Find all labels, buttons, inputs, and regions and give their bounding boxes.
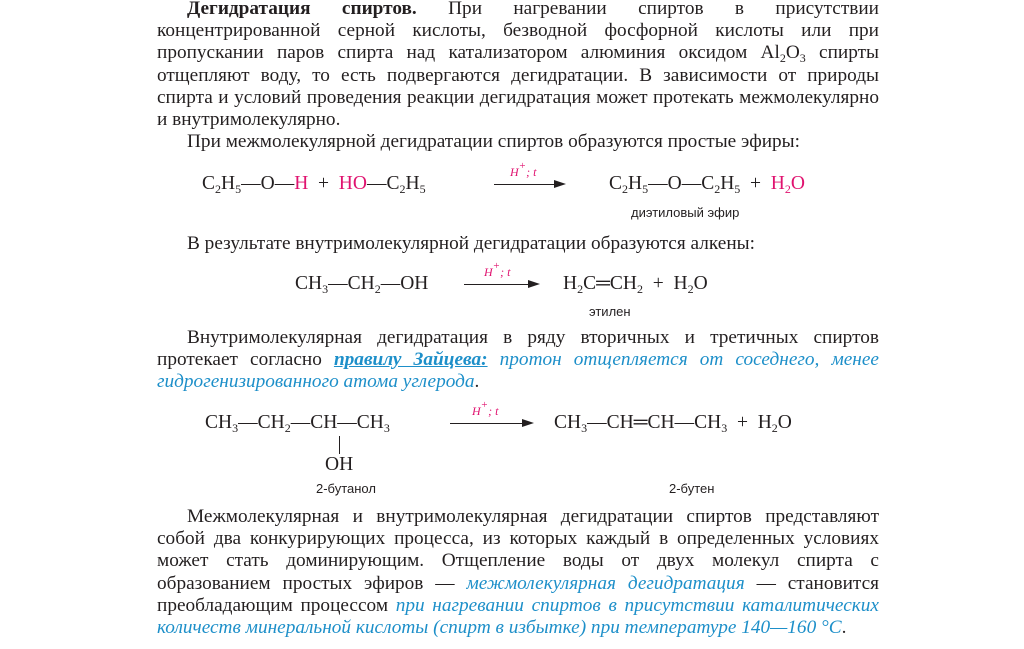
oh-bond-line bbox=[339, 436, 340, 454]
equation-ether-formation: $C_2H_5—O—H$ + $HO—C_2H_5$ bbox=[202, 173, 426, 196]
caption-diethyl-ether: диэтиловый эфир bbox=[631, 205, 740, 220]
section-title: Дегидратация спиртов. bbox=[187, 0, 417, 19]
caption-2-butanol: 2-бутанол bbox=[316, 481, 376, 496]
equation-ethylene-product: $H_2C═CH_2 + H_2O$ bbox=[563, 273, 708, 296]
equation-butene-product: $CH_3—CH═CH—CH_3 + H_2O$ bbox=[554, 412, 792, 435]
paragraph-competing-processes: Межмолекулярная и внутримолекулярная дегидратации спиртов представляют собой два конкурирующих процесса, из которых каждый в определенных условиях может стать доминирующим. Отщепление воды от двух молекул спирта с образованием простых эфиров — межмолекулярная дегидратация — становится преобладающим процессом при нагревании спиртов в присутствии каталитических количеств минеральной кислоты (спирт в избытке) при температуре 140—160 °С. bbox=[157, 506, 879, 639]
paragraph-intramolecular: В результате внутримолекулярной дегидратации образуются алкены: bbox=[187, 233, 755, 254]
caption-ethylene: этилен bbox=[589, 304, 631, 319]
paragraph-zaitsev-rule: Внутримолекулярная дегидратация в ряду вторичных и третичных спиртов протекает согласно правилу Зайцева: протон отщепляется от соседнего, менее гидрогенизированного атома углерода. bbox=[157, 327, 879, 393]
equation-butanol-reactant: $CH_3—CH_2—CH—CH_3$ bbox=[205, 412, 390, 435]
paragraph-intermolecular: При межмолекулярной дегидратации спиртов образуются простые эфиры: bbox=[187, 131, 800, 152]
equation-ethylene-reactant: $CH_3—CH_2—OH$ bbox=[295, 273, 429, 296]
equation-ether-product: $C_2H_5—O—C_2H_5 + H_2O$ bbox=[609, 173, 805, 196]
caption-2-butene: 2-бутен bbox=[669, 481, 715, 496]
textbook-page: Дегидратация спиртов. При нагревании спиртов в присутствии концентрированной серной кислоты, безводной фосфорной кислоты или при пропускании паров спирта над катализатором алюминия оксидом $Al_2O_3$ спирты отщепляют воду, то есть подвергаются дегидратации. В зависимости от природы спирта и условий проведения реакции дегидратация может протекать межмолекулярно и внутримолекулярно. При межмолекулярной дегидратации спиртов образуются простые эфиры: $C_2H_5—O—H$ + $HO—C_2H_5$ H+; t $C_2H_5—O—C_2H_5 + H_2O$ диэтиловый эфир В результате внутримолекулярной дегидратации образуются алкены: $CH_3—CH_2—OH$ H+; t $H_2C═CH_2 + H_2O$ этилен Внутримолекулярная дегидратация в ряду вторичных и третичных спиртов протекает согласно правилу Зайцева: протон отщепляется от соседнего, менее гидрогенизированного атома углерода. $CH_3—CH_2—CH—CH_3$ OH H+; t $CH_3—CH═CH—CH_3 + H_2O$ 2-бутанол 2-бутен Межмолекулярная и внутримолекулярная дегидратации спиртов представляют собой два конкурирующих процесса, из которых каждый в определенных условиях может стать доминирующим. Отщепление воды от двух молекул спирта с образованием простых эфиров — межмолекулярная дегидратация — становится преобладающим процессом при нагревании спиртов в присутствии каталитических количеств минеральной кислоты (спирт в избытке) при температуре 140—160 °С. bbox=[157, 0, 879, 639]
paragraph-dehydration-intro: Дегидратация спиртов. При нагревании спиртов в присутствии концентрированной серной кислоты, безводной фосфорной кислоты или при пропускании паров спирта над катализатором алюминия оксидом $Al_2O_3$ спирты отщепляют воду, то есть подвергаются дегидратации. В зависимости от природы спирта и условий проведения реакции дегидратация может протекать межмолекулярно и внутримолекулярно. bbox=[157, 0, 879, 131]
butanol-oh-group: OH bbox=[325, 454, 354, 475]
zaitsev-rule-term: правилу Зайцева: bbox=[333, 349, 488, 371]
